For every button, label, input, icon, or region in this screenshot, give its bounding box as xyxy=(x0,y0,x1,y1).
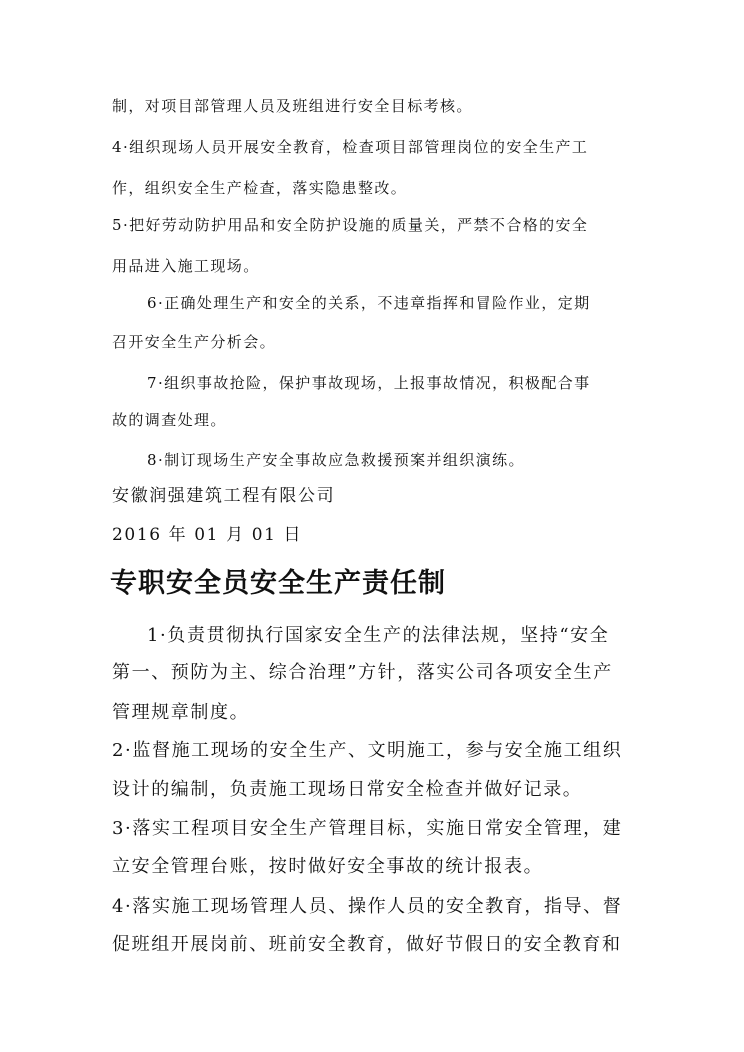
text-line: 立安全管理台账，按时做好安全事故的统计报表。 xyxy=(112,856,544,877)
text-line: 促班组开展岗前、班前安全教育，做好节假日的安全教育和 xyxy=(112,934,622,955)
text-line: 3·落实工程项目安全生产管理目标，实施日常安全管理，建 xyxy=(112,818,623,839)
text-line: 4·组织现场人员开展安全教育，检查项目部管理岗位的安全生产工 xyxy=(112,138,589,156)
text-line: 6·正确处理生产和安全的关系，不违章指挥和冒险作业，定期 xyxy=(147,294,591,312)
text-line: 故的调查处理。 xyxy=(112,411,227,429)
text-line: 召开安全生产分析会。 xyxy=(112,333,277,351)
text-line: 4·落实施工现场管理人员、操作人员的安全教育，指导、督 xyxy=(112,896,623,917)
text-line: 管理规章制度。 xyxy=(112,702,250,723)
text-line: 第一、预防为主、综合治理”方针，落实公司各项安全生产 xyxy=(112,662,613,683)
signature-date: 2016 年 01 月 01 日 xyxy=(112,525,303,545)
text-line: 2·监督施工现场的安全生产、文明施工，参与安全施工组织 xyxy=(112,740,623,761)
text-line: 设计的编制，负责施工现场日常安全检查并做好记录。 xyxy=(112,779,583,800)
text-line: 制，对项目部管理人员及班组进行安全目标考核。 xyxy=(112,97,473,115)
section-title: 专职安全员安全生产责任制 xyxy=(110,568,446,599)
text-line: 8·制订现场生产安全事故应急救援预案并组织演练。 xyxy=(147,451,525,469)
text-line: 作，组织安全生产检查，落实隐患整改。 xyxy=(112,179,408,197)
company-name: 安徽润强建筑工程有限公司 xyxy=(112,486,336,506)
text-line: 1·负责贯彻执行国家安全生产的法律法规，坚持“安全 xyxy=(147,625,610,646)
text-line: 7·组织事故抢险，保护事故现场，上报事故情况，积极配合事 xyxy=(147,374,591,392)
text-line: 5·把好劳动防护用品和安全防护设施的质量关，严禁不合格的安全 xyxy=(112,216,589,234)
text-line: 用品进入施工现场。 xyxy=(112,257,260,275)
